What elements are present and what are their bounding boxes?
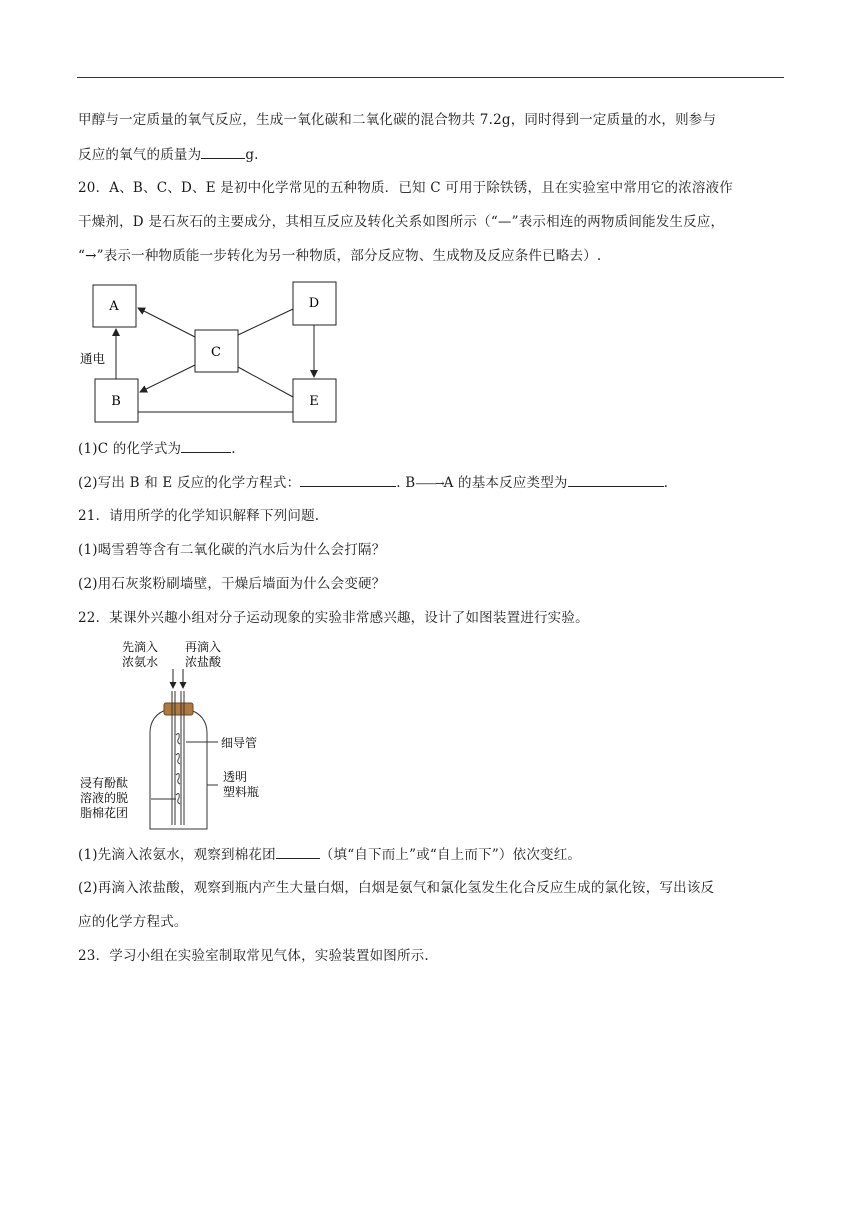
q22-sub1-hint: （填“自下而上”或“自上而下”）依次变红。 <box>319 847 582 863</box>
q20-sub2-type-text: A 的基本反应类型为 <box>443 475 568 491</box>
q20-line2: 干燥剂，D 是石灰石的主要成分，其相互反应及转化关系如图所示（“—”表示相连的两物质间能发生反应， <box>78 214 725 230</box>
bottle-cork <box>164 703 193 715</box>
label-thin-tube: 细导管 <box>221 736 258 750</box>
q22-title: 22．某课外兴趣小组对分子运动现象的实验非常感兴趣，设计了如图装置进行实验。 <box>78 610 589 626</box>
label-second-drop-2: 浓盐酸 <box>185 655 222 669</box>
q20-sub1 <box>78 439 236 458</box>
q22-sub1 <box>78 845 581 864</box>
label-bottle-1: 透明 <box>223 770 248 784</box>
q20-line1: 20．A、B、C、D、E 是初中化学常见的五种物质．已知 C 可用于除铁锈，且在实验室中常用它的浓溶液作 <box>78 180 733 196</box>
q20-sub2-type-blank[interactable] <box>568 473 664 487</box>
q20-sub2-end: . <box>663 475 669 491</box>
q20-sub2-b: . B <box>396 475 416 491</box>
header-rule <box>77 77 784 78</box>
box-a-label: A <box>109 299 119 314</box>
arrow-c-to-a <box>138 308 195 337</box>
q19-line2 <box>78 145 259 164</box>
arrow-label-electrolysis: 通电 <box>80 351 106 366</box>
q20-sub2 <box>78 473 668 493</box>
q20-sub1-blank[interactable] <box>181 439 231 453</box>
q20-sub2-text: (2)写出 B 和 E 反应的化学方程式： <box>78 475 301 491</box>
q22-sub2-line2: 应的化学方程式。 <box>78 914 188 930</box>
q20-sub1-text: (1)C 的化学式为 <box>78 441 182 457</box>
q20-relation-diagram <box>70 275 350 430</box>
q22-sub2-line1: (2)再滴入浓盐酸，观察到瓶内产生大量白烟，白烟是氨气和氯化氢发生化合反应生成的氯化铵，写出该反 <box>78 880 715 896</box>
q21-title: 21．请用所学的化学知识解释下列问题. <box>78 508 320 524</box>
label-second-drop-1: 再滴入 <box>185 640 222 654</box>
q22-sub1-blank[interactable] <box>276 845 320 859</box>
link-c-d <box>238 309 293 335</box>
q22-apparatus-figure <box>76 635 276 833</box>
plastic-bottle <box>150 707 207 829</box>
box-d-label: D <box>308 296 320 311</box>
box-e-label: E <box>309 394 319 409</box>
label-bottle-2: 塑料瓶 <box>223 785 260 799</box>
q19-unit: g. <box>245 147 259 163</box>
arrow-c-to-b <box>140 365 195 392</box>
q22-sub1-text: (1)先滴入浓氨水，观察到棉花团 <box>78 847 276 863</box>
box-b-label: B <box>111 394 121 409</box>
q20-line3: “→”表示一种物质能一步转化为另一种物质，部分反应物、生成物及反应条件已略去）. <box>78 248 602 264</box>
link-c-e <box>238 367 293 397</box>
label-cotton-2: 溶液的脱 <box>80 791 129 805</box>
q19-line1: 甲醇与一定质量的氧气反应，生成一氧化碳和二氧化碳的混合物共 7.2g，同时得到一定质量的水，则参与 <box>78 112 717 128</box>
q19-line2-text: 反应的氧气的质量为 <box>78 147 202 163</box>
q21-sub1: (1)喝雪碧等含有二氧化碳的汽水后为什么会打隔？ <box>78 542 386 558</box>
q19-answer-blank[interactable] <box>201 145 245 159</box>
q21-sub2: (2)用石灰浆粉刷墙壁，干燥后墙面为什么会变硬？ <box>78 576 386 592</box>
q20-sub1-end: . <box>231 441 236 457</box>
label-first-drop-2: 浓氨水 <box>122 655 159 669</box>
label-cotton-1: 浸有酚酞 <box>80 776 129 790</box>
q20-sub2-equation-blank[interactable] <box>300 473 396 487</box>
q23-title: 23．学习小组在实验室制取常见气体，实验装置如图所示. <box>78 948 429 964</box>
box-c-label: C <box>211 345 221 360</box>
q20-sub2-arrow: ——→ <box>415 477 444 490</box>
label-first-drop-1: 先滴入 <box>122 640 159 654</box>
label-cotton-3: 脂棉花团 <box>80 806 129 820</box>
